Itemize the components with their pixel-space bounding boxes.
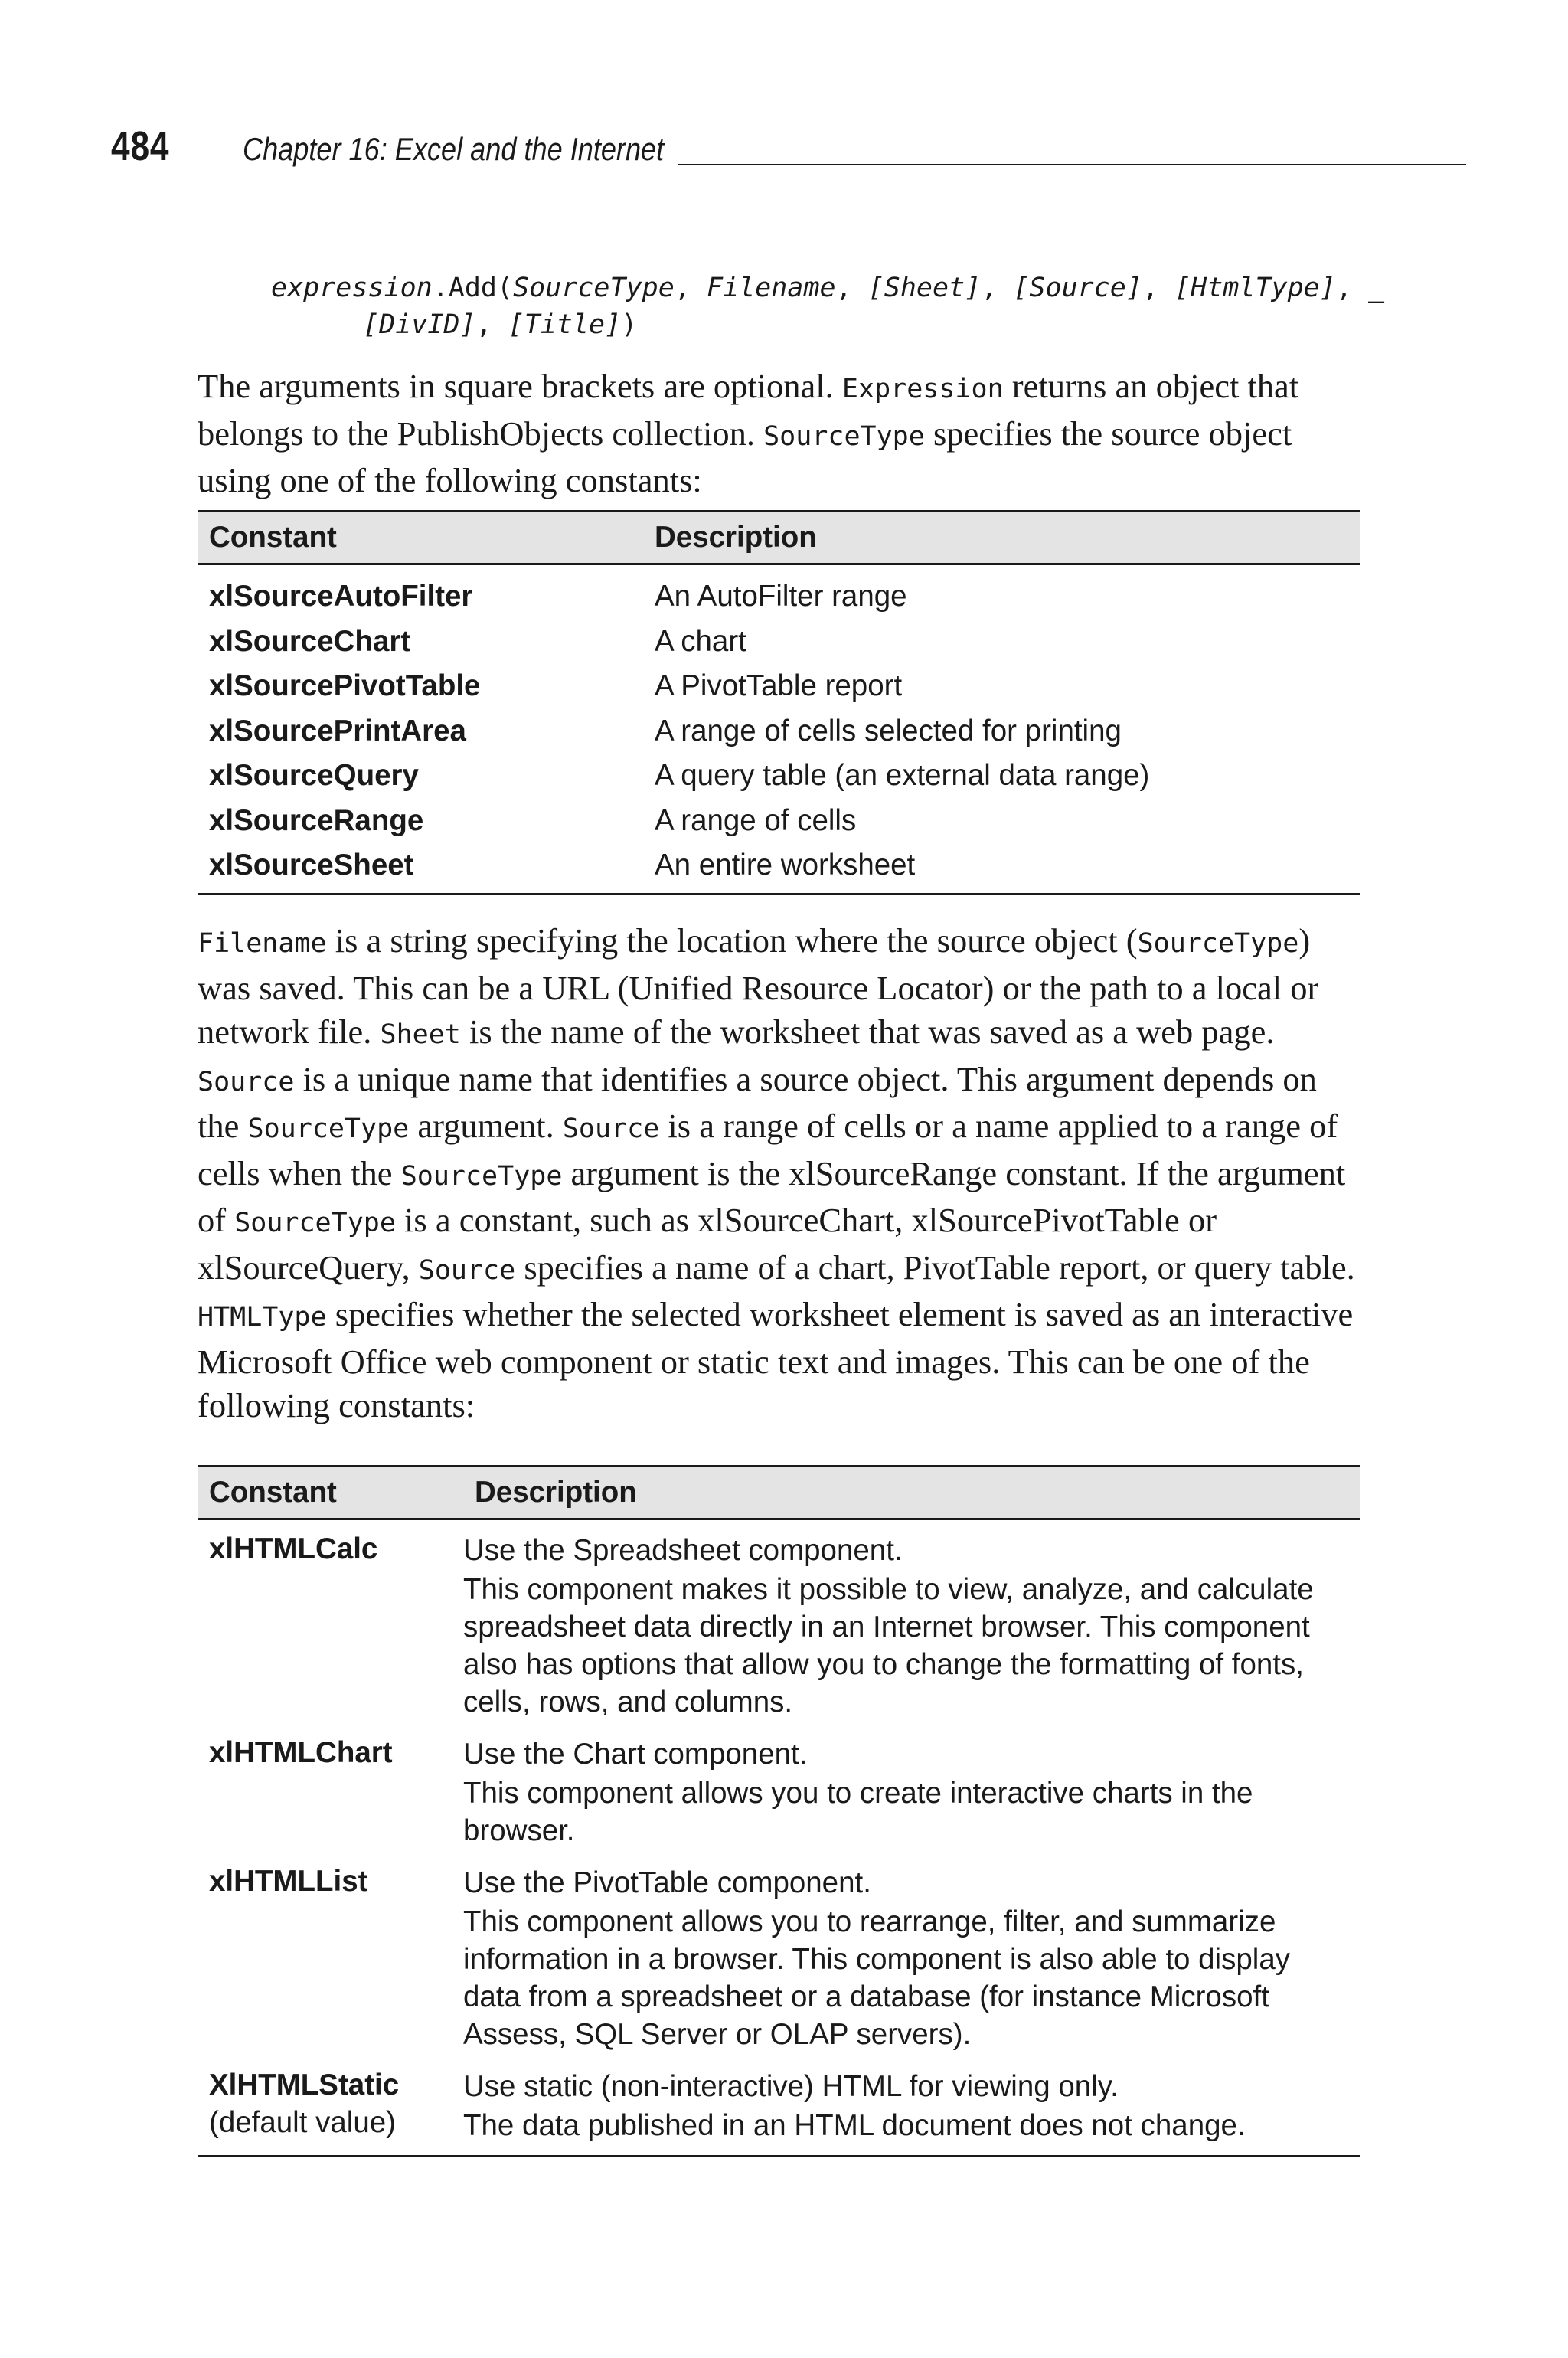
table-body — [198, 565, 1360, 893]
header-rule — [678, 164, 1466, 165]
text-run: returns an object that belongs to the PublishObjects collection. — [198, 367, 1299, 453]
constant-cell: xlSourcePivotTable — [209, 669, 481, 702]
code-term: Source — [198, 1066, 295, 1097]
text-run: is a unique name that identifies a source object. This argument depends on the — [198, 1059, 1317, 1145]
text-run: argument is the xlSourceRange constant. If the argument of — [198, 1153, 1346, 1239]
code-term: Sheet — [380, 1019, 461, 1050]
table-row — [198, 799, 1360, 844]
table-row — [198, 754, 1360, 799]
code-separator: , — [475, 309, 508, 340]
code-term: Source — [418, 1254, 516, 1286]
text-run: is a string specifying the location where the source object ( — [326, 921, 1138, 960]
description-cell — [463, 2067, 1351, 2144]
code-expression: expression — [271, 273, 433, 303]
column-header-constant: Constant — [209, 1476, 337, 1509]
code-term: SourceType — [763, 420, 925, 452]
source-type-table — [198, 510, 1360, 895]
code-term: SourceType — [400, 1160, 563, 1192]
text-run: specifies the source object using one of the following constants: — [198, 414, 1292, 499]
code-arg: SourceType — [513, 273, 675, 303]
code-term: SourceType — [234, 1208, 396, 1238]
description-cell: A query table (an external data range) — [655, 759, 1150, 792]
code-term: Expression — [841, 374, 1004, 404]
constant-name: xlHTMLList — [209, 1865, 368, 1898]
body-paragraph-arguments-detail — [198, 919, 1361, 1428]
table-row — [198, 2067, 1360, 2144]
description-detail: This component allows you to rearrange, filter, and summarize information in a browser. This component is also able to display data from a spreadsheet or a database (for instance Microsoft Assess, SQL Server or OLAP servers). — [463, 1905, 1290, 2051]
constant-cell: xlSourceAutoFilter — [209, 580, 473, 613]
code-term: Filename — [198, 928, 327, 959]
constant-cell: xlSourceChart — [209, 624, 411, 658]
constant-cell — [198, 1735, 463, 1849]
body-paragraph-arguments — [198, 365, 1361, 503]
constant-note: (default value) — [209, 2106, 396, 2139]
table-row — [198, 664, 1360, 709]
text-run: specifies whether the selected worksheet element is saved as an interactive Microsoft Office web component or static text and images. This can be one of the following constants: — [198, 1295, 1354, 1424]
description-cell: A range of cells selected for printing — [655, 714, 1122, 747]
code-arg: [HtmlType] — [1174, 273, 1336, 303]
code-separator: , — [674, 273, 707, 303]
table-row — [198, 1735, 1360, 1849]
code-separator: , — [981, 273, 1014, 303]
table-row — [198, 1531, 1360, 1721]
column-header-description: Description — [655, 521, 817, 554]
code-syntax — [271, 270, 1384, 343]
constant-cell: xlSourcePrintArea — [209, 714, 466, 747]
chapter-title: Chapter 16: Excel and the Internet — [243, 131, 665, 167]
description-cell — [463, 1863, 1351, 2053]
text-run: is the name of the worksheet that was saved as a web page. — [460, 1012, 1275, 1051]
constant-name: xlHTMLChart — [209, 1736, 393, 1769]
code-separator: , — [1142, 273, 1175, 303]
description-cell: An entire worksheet — [655, 849, 916, 881]
page-number: 484 — [111, 123, 170, 169]
code-close: ) — [621, 309, 638, 340]
table-row — [198, 620, 1360, 665]
constant-cell — [198, 1863, 463, 2053]
code-term: SourceType — [1137, 928, 1299, 959]
column-header-description: Description — [475, 1476, 637, 1509]
description-detail: This component makes it possible to view, analyze, and calculate spreadsheet data directly in an Internet browser. This component also has options that allow you to change the formatting of fonts, cells, rows, and columns. — [463, 1573, 1314, 1719]
code-arg: [Sheet] — [867, 273, 982, 303]
constant-cell — [198, 1531, 463, 1721]
table-body — [198, 1520, 1360, 2155]
description-cell — [463, 1531, 1351, 1721]
constant-cell — [198, 2067, 463, 2144]
description-summary: Use the PivotTable component. — [463, 1866, 871, 1899]
code-arg: [Title] — [508, 309, 622, 340]
page-header — [111, 123, 1359, 170]
description-cell — [463, 1735, 1351, 1849]
code-arg: [DivID] — [363, 309, 476, 340]
description-cell: A chart — [655, 624, 746, 658]
description-cell: A PivotTable report — [655, 669, 903, 702]
description-detail: This component allows you to create interactive charts in the browser. — [463, 1777, 1253, 1847]
constant-name: xlHTMLCalc — [209, 1532, 378, 1565]
code-term: HTMLType — [198, 1302, 327, 1333]
code-separator: , — [835, 273, 868, 303]
table-row — [198, 1863, 1360, 2053]
code-arg: [Source] — [1013, 273, 1142, 303]
text-run: specifies a name of a chart, PivotTable report, or query table. — [515, 1248, 1355, 1287]
constant-name: XlHTMLStatic — [209, 2069, 400, 2101]
code-arg: Filename — [706, 273, 836, 303]
constant-cell: xlSourceQuery — [209, 759, 419, 792]
description-summary: Use the Spreadsheet component. — [463, 1534, 903, 1567]
code-term: Source — [562, 1114, 660, 1144]
table-header — [198, 512, 1360, 565]
constant-cell: xlSourceRange — [209, 803, 424, 837]
constant-cell: xlSourceSheet — [209, 849, 414, 881]
text-run: is a constant, such as xlSourceChart, xlSourcePivotTable or xlSourceQuery, — [198, 1201, 1217, 1287]
table-row — [198, 843, 1360, 888]
column-header-constant: Constant — [209, 521, 337, 554]
code-continuation: , _ — [1335, 273, 1385, 303]
description-cell: An AutoFilter range — [655, 580, 907, 613]
text-run: The arguments in square brackets are optional. — [198, 367, 842, 405]
description-summary: Use the Chart component. — [463, 1738, 808, 1771]
text-run: is a range of cells or a name applied to a range of cells when the — [198, 1107, 1338, 1192]
code-line-1 — [271, 270, 1384, 306]
code-method: .Add( — [432, 273, 514, 303]
description-summary: Use static (non-interactive) HTML for viewing only. — [463, 2070, 1119, 2103]
table-row — [198, 709, 1360, 754]
description-detail: The data published in an HTML document does not change. — [463, 2109, 1246, 2142]
table-row — [198, 574, 1360, 620]
text-run: argument. — [409, 1107, 563, 1145]
text-run: ) was saved. This can be a URL (Unified Resource Locator) or the path to a local or network file. — [198, 921, 1319, 1051]
html-type-table — [198, 1465, 1360, 2157]
description-cell: A range of cells — [655, 803, 857, 837]
code-line-2 — [271, 306, 1384, 343]
table-header — [198, 1467, 1360, 1520]
code-term: SourceType — [247, 1114, 410, 1144]
